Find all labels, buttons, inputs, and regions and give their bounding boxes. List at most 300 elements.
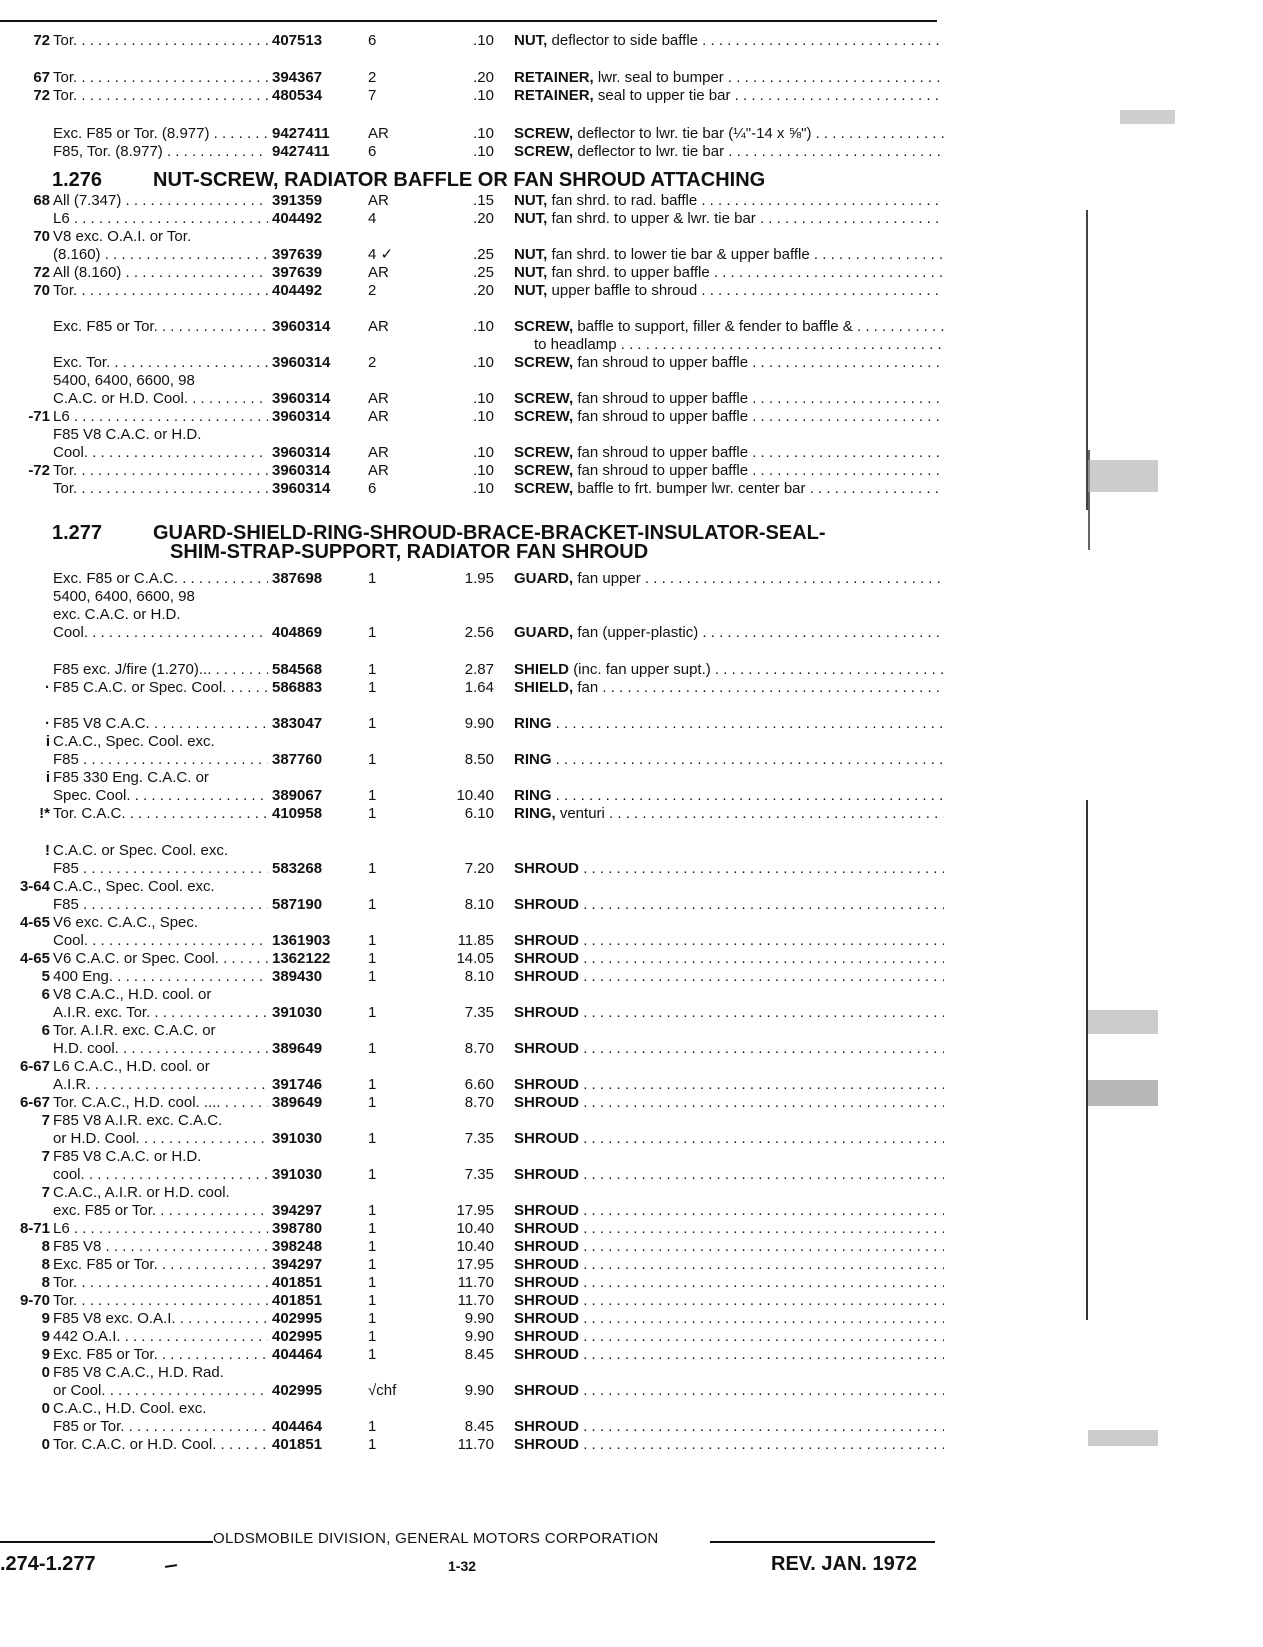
- part-row: [0, 407, 950, 426]
- price: .10: [473, 143, 494, 160]
- application: Tor. . . .: [53, 1273, 268, 1292]
- price: .10: [473, 354, 494, 371]
- description: [514, 281, 944, 300]
- model-year: 9: [41, 1310, 50, 1327]
- part-detail: fan shroud to upper baffle . . .: [577, 408, 944, 425]
- description: [514, 660, 944, 679]
- model-year: 7: [41, 1148, 50, 1165]
- application: Tor. . . .: [53, 479, 268, 498]
- part-row: [0, 1327, 950, 1346]
- part-number: 397639: [272, 264, 323, 281]
- model-year: 8: [41, 1238, 50, 1255]
- part-name: SHROUD: [514, 860, 580, 877]
- description: [514, 443, 944, 462]
- quantity: 1: [368, 751, 377, 768]
- part-row: [0, 1021, 950, 1040]
- description: [514, 750, 944, 769]
- application: F85 V8 C.A.C., H.D. Rad.: [53, 1364, 224, 1381]
- part-row: [0, 623, 950, 642]
- application: Exc. F85 or Tor. (8.977) . . . .: [53, 124, 268, 143]
- price: 11.70: [457, 1274, 494, 1291]
- part-number: 397639: [272, 246, 323, 263]
- part-number: 587190: [272, 896, 323, 913]
- part-row: [0, 142, 950, 161]
- quantity: AR: [368, 318, 389, 335]
- quantity: 6: [368, 32, 377, 49]
- model-year: ·: [45, 679, 50, 696]
- part-row: [0, 209, 950, 228]
- price: 11.70: [457, 1292, 494, 1309]
- part-number: 387760: [272, 751, 323, 768]
- part-number: 398780: [272, 1220, 323, 1237]
- quantity: 1: [368, 715, 377, 732]
- price: 2.56: [464, 624, 494, 641]
- part-row: [0, 68, 950, 87]
- description: [514, 1219, 944, 1238]
- application: Tor. A.I.R. exc. C.A.C. or: [53, 1022, 216, 1039]
- part-detail: upper baffle to shroud . . .: [552, 282, 944, 299]
- price: 14.05: [456, 950, 494, 967]
- price: 9.90: [464, 715, 494, 732]
- price: 17.95: [456, 1202, 494, 1219]
- description: [514, 1075, 944, 1094]
- part-row: [0, 1255, 950, 1274]
- description: [514, 407, 944, 426]
- application: Exc. F85 or Tor. . . .: [53, 1345, 268, 1364]
- application: L6 . . .: [53, 209, 268, 228]
- part-name: SHROUD: [514, 1292, 580, 1309]
- header-rule: [0, 20, 937, 22]
- price: .10: [473, 390, 494, 407]
- application: C.A.C. or Spec. Cool. exc.: [53, 842, 229, 859]
- part-number: 480534: [272, 87, 323, 104]
- application: Tor. . . .: [53, 281, 268, 300]
- model-year: 4-65: [19, 950, 50, 967]
- part-detail: [583, 1238, 944, 1255]
- application: L6 . . .: [53, 407, 268, 426]
- price: 8.70: [464, 1040, 494, 1057]
- part-row: [0, 569, 950, 588]
- part-name: SHROUD: [514, 1040, 580, 1057]
- part-detail: fan shroud to upper baffle . . .: [577, 390, 944, 407]
- description: [514, 317, 944, 336]
- application: Tor. . . .: [53, 68, 268, 87]
- quantity: AR: [368, 390, 389, 407]
- part-name: SCREW,: [514, 480, 574, 497]
- quantity: 1: [368, 1220, 377, 1237]
- quantity: 1: [368, 1076, 377, 1093]
- part-name: RING,: [514, 805, 556, 822]
- part-detail: fan upper . . .: [577, 570, 944, 587]
- price: 9.90: [464, 1382, 494, 1399]
- part-name: NUT,: [514, 210, 548, 227]
- part-detail: [583, 950, 944, 967]
- part-row: [0, 1201, 950, 1220]
- part-number: 584568: [272, 661, 323, 678]
- price: 7.35: [464, 1130, 494, 1147]
- part-detail: [583, 1274, 944, 1291]
- application: Spec. Cool. . . .: [53, 786, 268, 805]
- part-detail: [583, 968, 944, 985]
- application: Tor. . . .: [53, 86, 268, 105]
- part-detail: fan shrd. to upper & lwr. tie bar . . .: [552, 210, 944, 227]
- application: 442 O.A.I. . . .: [53, 1327, 268, 1346]
- price: 6.10: [464, 805, 494, 822]
- part-detail: [583, 1220, 944, 1237]
- part-detail: [583, 1076, 944, 1093]
- application: (8.160) . . .: [53, 245, 268, 264]
- section-number: 1.276: [52, 169, 103, 191]
- footer-revision: REV. JAN. 1972: [771, 1553, 918, 1575]
- price: .20: [473, 69, 494, 86]
- description: [514, 1327, 944, 1346]
- part-row: [0, 587, 950, 606]
- part-detail: fan shroud to upper baffle . . .: [577, 462, 944, 479]
- model-year: 8-71: [19, 1220, 50, 1237]
- part-number: 402995: [272, 1382, 323, 1399]
- model-year: -72: [28, 462, 50, 479]
- part-name: NUT,: [514, 264, 548, 281]
- part-number: 391030: [272, 1130, 323, 1147]
- price: 8.50: [464, 751, 494, 768]
- part-number: 383047: [272, 715, 323, 732]
- price: .10: [473, 408, 494, 425]
- part-row: [0, 443, 950, 462]
- description: [514, 31, 944, 50]
- part-row: [0, 1417, 950, 1436]
- part-number: 389067: [272, 787, 323, 804]
- application: L6 C.A.C., H.D. cool. or: [53, 1058, 210, 1075]
- price: .10: [473, 87, 494, 104]
- description: [514, 479, 944, 498]
- model-year: 70: [33, 282, 50, 299]
- part-number: 407513: [272, 32, 323, 49]
- part-row: [0, 191, 950, 210]
- part-name: RING: [514, 787, 552, 804]
- quantity: 1: [368, 1292, 377, 1309]
- model-year: !*: [39, 805, 50, 822]
- section-title: NUT-SCREW, RADIATOR BAFFLE OR FAN SHROUD ATTACHING: [153, 169, 766, 191]
- price: .10: [473, 32, 494, 49]
- part-name: SHROUD: [514, 1076, 580, 1093]
- part-row: [0, 124, 950, 143]
- part-number: 3960314: [272, 462, 331, 479]
- description: [534, 335, 944, 354]
- description: [514, 859, 944, 878]
- model-year: 7: [41, 1184, 50, 1201]
- model-year: 3-64: [19, 878, 50, 895]
- part-detail: lwr. seal to bumper . . .: [598, 69, 944, 86]
- application: exc. C.A.C. or H.D.: [53, 606, 181, 623]
- model-year: 5: [41, 968, 50, 985]
- price: 1.95: [464, 570, 494, 587]
- part-number: 404869: [272, 624, 323, 641]
- part-name: SCREW,: [514, 390, 574, 407]
- description: [514, 967, 944, 986]
- part-number: 394367: [272, 69, 323, 86]
- application: H.D. cool. . . .: [53, 1039, 268, 1058]
- model-year: 8: [41, 1274, 50, 1291]
- description: [514, 209, 944, 228]
- price: .10: [473, 480, 494, 497]
- part-name: SCREW,: [514, 444, 574, 461]
- description: [514, 623, 944, 642]
- model-year: i: [45, 769, 50, 786]
- part-name: SCREW,: [514, 318, 574, 335]
- part-name: SCREW,: [514, 143, 574, 160]
- application: V8 C.A.C., H.D. cool. or: [53, 986, 212, 1003]
- description: [514, 678, 944, 697]
- model-year: 0: [41, 1364, 50, 1381]
- part-number: 398248: [272, 1238, 323, 1255]
- part-row: [0, 1003, 950, 1022]
- quantity: 1: [368, 1436, 377, 1453]
- part-number: 391030: [272, 1004, 323, 1021]
- application: Tor. . . .: [53, 1291, 268, 1310]
- model-year: 67: [33, 69, 50, 86]
- part-detail: [583, 1328, 944, 1345]
- application: Tor. C.A.C., H.D. cool. .... . . .: [53, 1093, 268, 1112]
- part-row: [0, 1435, 950, 1454]
- quantity: 1: [368, 950, 377, 967]
- part-name: SCREW,: [514, 408, 574, 425]
- part-detail: fan (upper-plastic) . . .: [577, 624, 944, 641]
- part-row: [0, 1057, 950, 1076]
- application: Cool. . . .: [53, 931, 268, 950]
- part-detail: to headlamp . . .: [534, 336, 944, 353]
- model-year: 4-65: [19, 914, 50, 931]
- application: C.A.C., H.D. Cool. exc.: [53, 1400, 207, 1417]
- application: V8 exc. O.A.I. or Tor.: [53, 228, 192, 245]
- model-year: 72: [33, 264, 50, 281]
- application: F85 . . .: [53, 895, 268, 914]
- description: [514, 191, 944, 210]
- part-name: NUT,: [514, 246, 548, 263]
- application: C.A.C., A.I.R. or H.D. cool.: [53, 1184, 230, 1201]
- part-name: SCREW,: [514, 125, 574, 142]
- quantity: 1: [368, 1238, 377, 1255]
- section-title-line1: GUARD-SHIELD-RING-SHROUD-BRACE-BRACKET-INSULATOR-SEAL-: [153, 522, 826, 544]
- part-detail: [583, 1382, 944, 1399]
- part-detail: [583, 1418, 944, 1435]
- application: F85 . . .: [53, 859, 268, 878]
- price: .25: [473, 264, 494, 281]
- scan-margin-artifacts: [1080, 100, 1260, 1580]
- application: F85 . . .: [53, 750, 268, 769]
- part-row: [0, 31, 950, 50]
- part-number: 9427411: [272, 143, 330, 160]
- part-number: 402995: [272, 1310, 323, 1327]
- application: 5400, 6400, 6600, 98: [53, 372, 195, 389]
- part-name: SCREW,: [514, 354, 574, 371]
- description: [514, 1093, 944, 1112]
- price: .10: [473, 462, 494, 479]
- part-number: 391030: [272, 1166, 323, 1183]
- part-row: [0, 1147, 950, 1166]
- part-detail: [583, 860, 944, 877]
- part-name: SCREW,: [514, 462, 574, 479]
- part-name: SHROUD: [514, 1220, 580, 1237]
- description: [514, 895, 944, 914]
- description: [514, 931, 944, 950]
- application: F85 V8 . . .: [53, 1237, 268, 1256]
- description: [514, 124, 944, 143]
- section-title-line2: SHIM-STRAP-SUPPORT, RADIATOR FAN SHROUD: [170, 541, 649, 563]
- part-detail: baffle to frt. bumper lwr. center bar . . .: [577, 480, 944, 497]
- part-detail: fan shrd. to lower tie bar & upper baffle . . .: [552, 246, 944, 263]
- application: exc. F85 or Tor. . . .: [53, 1201, 268, 1220]
- part-row: [0, 678, 950, 697]
- part-row: [0, 86, 950, 105]
- part-name: GUARD,: [514, 624, 574, 641]
- quantity: 2: [368, 282, 377, 299]
- price: .20: [473, 282, 494, 299]
- part-detail: [583, 1094, 944, 1111]
- price: 8.45: [464, 1346, 494, 1363]
- part-number: 387698: [272, 570, 323, 587]
- application: F85 V8 C.A.C. . . .: [53, 714, 268, 733]
- part-row: [0, 1075, 950, 1094]
- description: [514, 68, 944, 87]
- application: V6 exc. C.A.C., Spec.: [53, 914, 199, 931]
- model-year: 6: [41, 1022, 50, 1039]
- application: or Cool. . . .: [53, 1381, 268, 1400]
- part-number: 586883: [272, 679, 323, 696]
- part-name: SHROUD: [514, 1166, 580, 1183]
- application: C.A.C., Spec. Cool. exc.: [53, 878, 215, 895]
- part-row: [0, 985, 950, 1004]
- quantity: AR: [368, 264, 389, 281]
- quantity: 1: [368, 1346, 377, 1363]
- model-year: 68: [33, 192, 50, 209]
- part-name: SHROUD: [514, 1004, 580, 1021]
- part-row: [0, 931, 950, 950]
- part-row: [0, 768, 950, 787]
- application: All (8.160) . . .: [53, 263, 268, 282]
- application: Cool. . . .: [53, 443, 268, 462]
- part-name: NUT,: [514, 32, 548, 49]
- quantity: 1: [368, 1328, 377, 1345]
- application: F85, Tor. (8.977) . . .: [53, 142, 268, 161]
- part-row: [0, 1381, 950, 1400]
- quantity: 1: [368, 1202, 377, 1219]
- part-row: [0, 786, 950, 805]
- model-year: 72: [33, 87, 50, 104]
- part-row: [0, 605, 950, 624]
- part-detail: baffle to support, filler & fender to baffle & . . .: [577, 318, 944, 335]
- application: C.A.C., Spec. Cool. exc.: [53, 733, 215, 750]
- quantity: 6: [368, 143, 377, 160]
- part-number: 389430: [272, 968, 323, 985]
- part-number: 402995: [272, 1328, 323, 1345]
- part-number: 1362122: [272, 950, 331, 967]
- description: [514, 786, 944, 805]
- application: Cool. . . .: [53, 623, 268, 642]
- part-name: SHROUD: [514, 1436, 580, 1453]
- part-detail: venturi . . .: [560, 805, 944, 822]
- part-name: SHROUD: [514, 1310, 580, 1327]
- quantity: 6: [368, 480, 377, 497]
- part-number: 3960314: [272, 408, 331, 425]
- part-detail: [583, 1436, 944, 1453]
- quantity: 1: [368, 932, 377, 949]
- quantity: 1: [368, 1256, 377, 1273]
- description: [514, 142, 944, 161]
- quantity: 1: [368, 1094, 377, 1111]
- price: .10: [473, 318, 494, 335]
- price: 8.45: [464, 1418, 494, 1435]
- model-year: i: [45, 733, 50, 750]
- application: All (7.347) . . .: [53, 191, 268, 210]
- part-name: SHROUD: [514, 968, 580, 985]
- part-detail: fan shroud to upper baffle . . .: [577, 444, 944, 461]
- price: 11.85: [457, 932, 494, 949]
- part-row: [0, 245, 950, 264]
- price: 17.95: [456, 1256, 494, 1273]
- part-detail: deflector to lwr. tie bar (¼"-14 x ⅝") . . .: [577, 125, 944, 142]
- description: [514, 245, 944, 264]
- application: Exc. F85 or C.A.C. . . .: [53, 569, 268, 588]
- part-row: [0, 1363, 950, 1382]
- part-number: 401851: [272, 1436, 323, 1453]
- quantity: 1: [368, 860, 377, 877]
- price: 8.10: [464, 968, 494, 985]
- quantity: 1: [368, 1166, 377, 1183]
- part-number: 391359: [272, 192, 323, 209]
- part-row: [0, 877, 950, 896]
- application: F85 or Tor. . . .: [53, 1417, 268, 1436]
- part-number: 3960314: [272, 354, 331, 371]
- part-row: [0, 967, 950, 986]
- price: 7.35: [464, 1166, 494, 1183]
- application: Tor. C.A.C. or H.D. Cool. . . . .: [53, 1435, 268, 1454]
- part-detail: [583, 1130, 944, 1147]
- quantity: 1: [368, 661, 377, 678]
- part-name: RING: [514, 715, 552, 732]
- part-name: SHROUD: [514, 1382, 580, 1399]
- quantity: AR: [368, 444, 389, 461]
- part-detail: fan shroud to upper baffle . . .: [577, 354, 944, 371]
- part-number: 394297: [272, 1256, 323, 1273]
- part-detail: [556, 751, 944, 768]
- part-number: 583268: [272, 860, 323, 877]
- part-detail: (inc. fan upper supt.) . . .: [573, 661, 944, 678]
- part-detail: [583, 1040, 944, 1057]
- part-number: 401851: [272, 1274, 323, 1291]
- quantity: 4 ✓: [368, 246, 394, 263]
- model-year: !: [45, 842, 50, 859]
- model-year: 0: [41, 1436, 50, 1453]
- part-row: [0, 804, 950, 823]
- application: F85 330 Eng. C.A.C. or: [53, 769, 209, 786]
- part-row: [0, 859, 950, 878]
- part-name: SHIELD: [514, 661, 570, 678]
- part-name: SHROUD: [514, 1094, 580, 1111]
- application: F85 C.A.C. or Spec. Cool. . . .: [53, 678, 268, 697]
- application: F85 V8 C.A.C. or H.D.: [53, 426, 202, 443]
- part-row: [0, 263, 950, 282]
- part-number: 9427411: [272, 125, 330, 142]
- application: F85 exc. J/fire (1.270)... . . .: [53, 660, 268, 679]
- quantity: AR: [368, 408, 389, 425]
- part-row: [0, 1129, 950, 1148]
- price: .10: [473, 444, 494, 461]
- application: or H.D. Cool. . . .: [53, 1129, 268, 1148]
- part-name: SHROUD: [514, 1202, 580, 1219]
- part-row: [0, 1111, 950, 1130]
- footer-rule-left: [0, 1541, 213, 1543]
- part-detail: fan shrd. to upper baffle . . .: [552, 264, 944, 281]
